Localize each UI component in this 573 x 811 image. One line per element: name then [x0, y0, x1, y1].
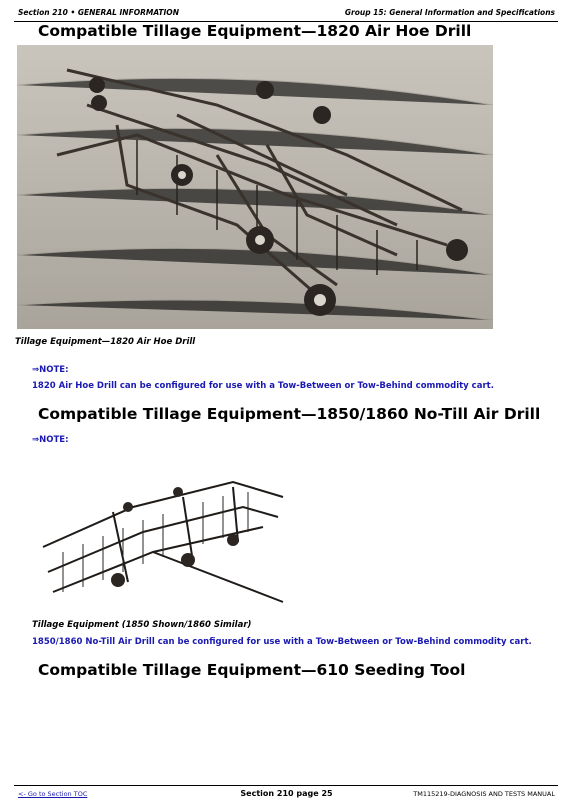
footer-page-number: Section 210 page 25: [240, 789, 333, 798]
note-label-1820: ⇒NOTE:: [32, 365, 69, 375]
section-title-1850-1860: Compatible Tillage Equipment—1850/1860 No-Till Air Drill: [38, 405, 541, 423]
photo-1820-air-hoe-drill: [17, 45, 493, 329]
caption-1820: Tillage Equipment—1820 Air Hoe Drill: [15, 337, 196, 347]
note-text-1850-1860: 1850/1860 No-Till Air Drill can be configured for use with a Tow-Between or Tow-Behind commodity cart.: [32, 637, 532, 647]
note-label-1850-1860: ⇒NOTE:: [32, 435, 69, 445]
header-group-label: Group 15: General Information and Specifications: [344, 8, 555, 17]
section-title-1820: Compatible Tillage Equipment—1820 Air Hoe Drill: [38, 22, 472, 40]
header-section-label: Section 210 • GENERAL INFORMATION: [18, 8, 179, 17]
caption-1850-1860: Tillage Equipment (1850 Shown/1860 Similar): [32, 620, 252, 630]
section-title-610: Compatible Tillage Equipment—610 Seeding Tool: [38, 661, 466, 679]
photo-1850-no-till-air-drill: [33, 452, 291, 612]
go-to-section-toc-link[interactable]: <- Go to Section TOC: [18, 790, 88, 798]
footer-divider: [14, 785, 558, 786]
note-text-1820: 1820 Air Hoe Drill can be configured for use with a Tow-Between or Tow-Behind commodity cart.: [32, 381, 494, 391]
footer-manual-id: TM115219-DIAGNOSIS AND TESTS MANUAL: [413, 790, 555, 798]
